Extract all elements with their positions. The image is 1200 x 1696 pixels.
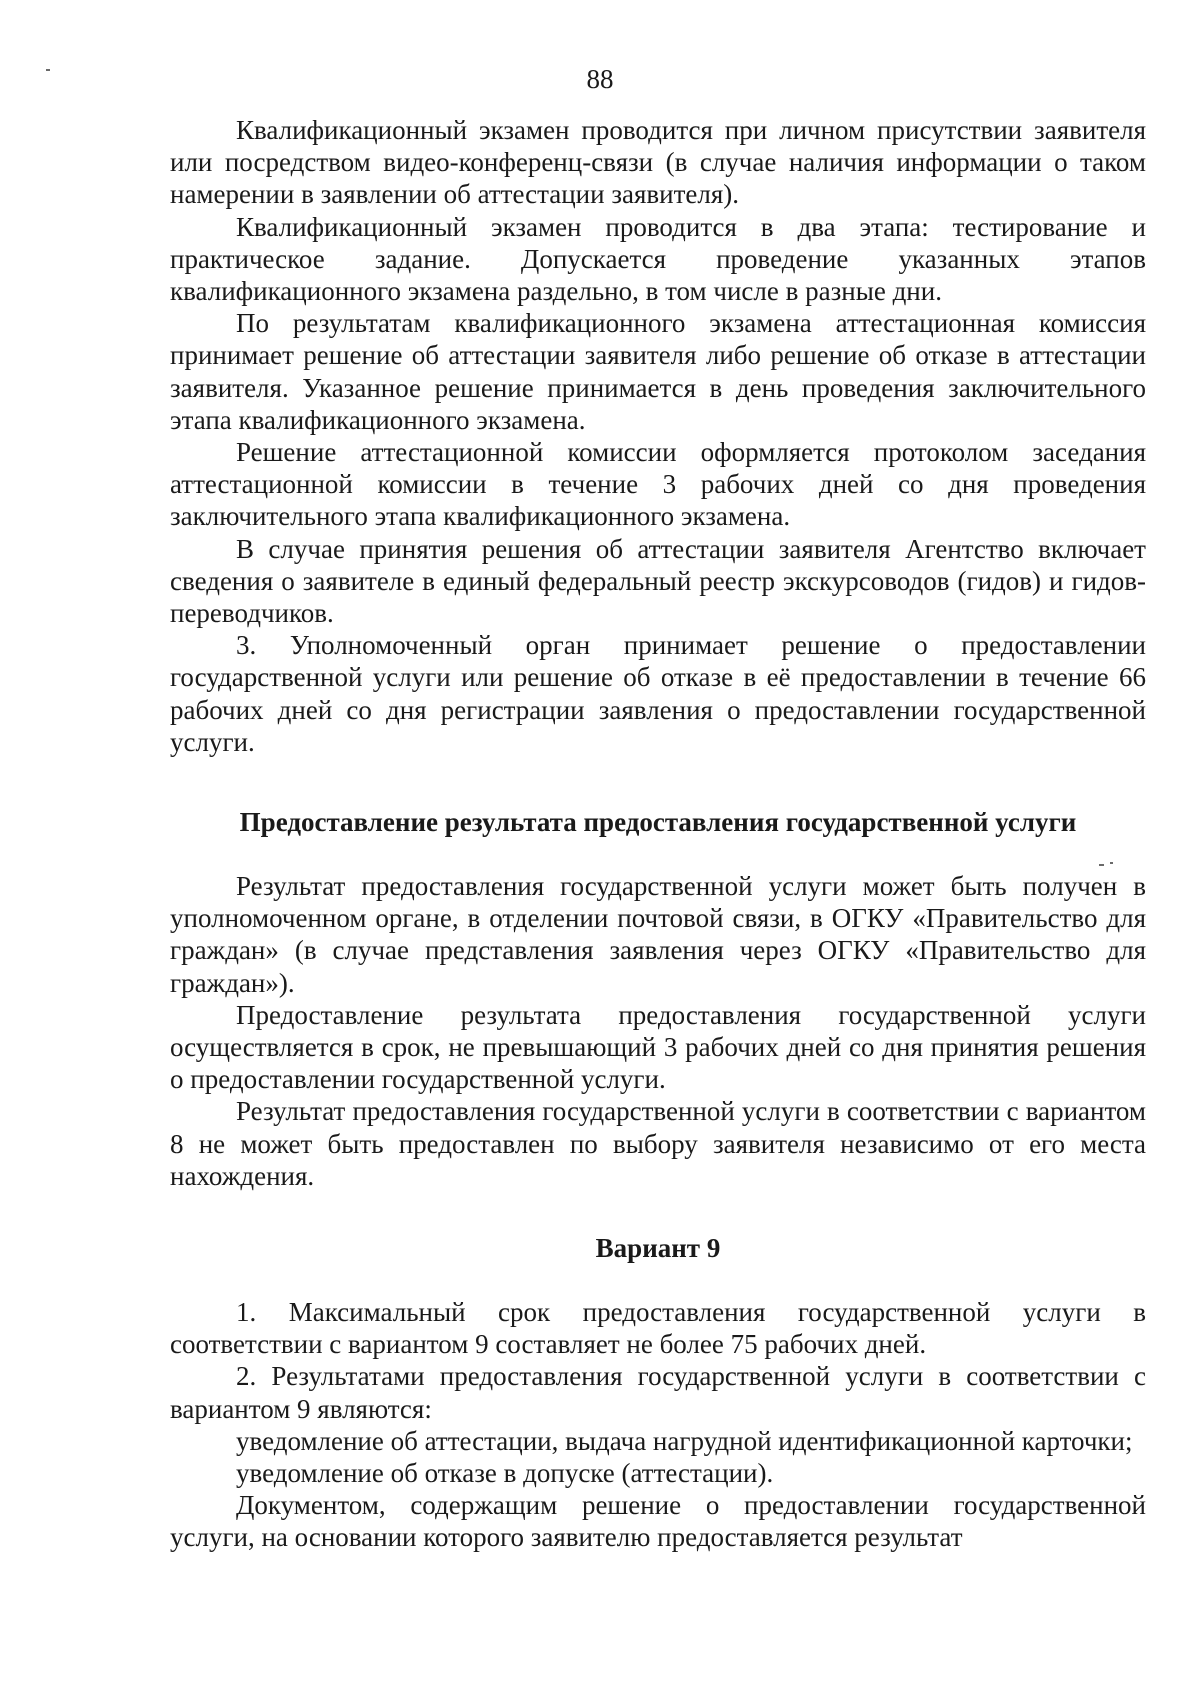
body-section-1 bbox=[170, 114, 1146, 758]
paragraph: По результатам квалификационного экзамена аттестационная комиссия принимает решение об аттестации заявителя либо решение об отказе в аттестации заявителя. Указанное решение принимается в день проведения заключительного этапа квалификационного экзамена. bbox=[170, 308, 1146, 435]
paragraph: Квалификационный экзамен проводится в два этапа: тестирование и практическое задание. Допускается проведение указанных этапов квалификационного экзамена раздельно, в том числе в разные дни. bbox=[170, 211, 1146, 307]
paragraph: Результат предоставления государственной услуги в соответствии с вариантом 8 не может быть предоставлен по выбору заявителя независимо от его места нахождения. bbox=[170, 1096, 1146, 1191]
body-section-2 bbox=[170, 870, 1146, 1192]
paragraph: Решение аттестационной комиссии оформляется протоколом заседания аттестационной комиссии в течение 3 рабочих дней со дня проведения заключительного этапа квалификационного экзамена. bbox=[170, 437, 1146, 532]
body-section-3 bbox=[170, 1296, 1146, 1554]
paragraph: В случае принятия решения об аттестации заявителя Агентство включает сведения о заявителе в единый федеральный реестр экскурсоводов (гидов) и гидов-переводчиков. bbox=[170, 533, 1146, 629]
paragraph: Предоставление результата предоставления государственной услуги осуществляется в срок, не превышающий 3 рабочих дней со дня принятия решения о предоставлении государственной услуги. bbox=[170, 999, 1146, 1095]
variant-heading: Вариант 9 bbox=[595, 1233, 721, 1263]
paragraph: Квалификационный экзамен проводится при личном присутствии заявителя или посредством видео-конференц-связи (в случае наличия информации о таком намерении в заявлении об аттестации заявителя). bbox=[170, 115, 1146, 210]
scan-speck bbox=[1099, 864, 1104, 866]
scan-speck bbox=[1110, 862, 1113, 864]
paragraph: Документом, содержащим решение о предоставлении государственной услуги, на основании которого заявителю предоставляется результат bbox=[170, 1490, 1146, 1553]
section-heading: Предоставление результата предоставления государственной услуги bbox=[239, 807, 1077, 837]
paragraph: 2. Результатами предоставления государственной услуги в соответствии с вариантом 9 являются: bbox=[170, 1361, 1146, 1424]
paragraph: 1. Максимальный срок предоставления государственной услуги в соответствии с вариантом 9 составляет не более 75 рабочих дней. bbox=[170, 1297, 1146, 1360]
page-number: 88 bbox=[586, 64, 614, 94]
paragraph: уведомление об отказе в допуске (аттестации). bbox=[236, 1458, 774, 1489]
paragraph: 3. Уполномоченный орган принимает решение о предоставлении государственной услуги или решение об отказе в её предоставлении в течение 66 рабочих дней со дня регистрации заявления о предоставлении государственной услуги. bbox=[170, 630, 1146, 757]
paragraph: Результат предоставления государственной услуги может быть получен в уполномоченном органе, в отделении почтовой связи, в ОГКУ «Правительство для граждан» (в случае представления заявления через ОГКУ «Правительство для граждан»). bbox=[170, 871, 1146, 998]
paragraph: уведомление об аттестации, выдача нагрудной идентификационной карточки; bbox=[236, 1425, 1133, 1456]
